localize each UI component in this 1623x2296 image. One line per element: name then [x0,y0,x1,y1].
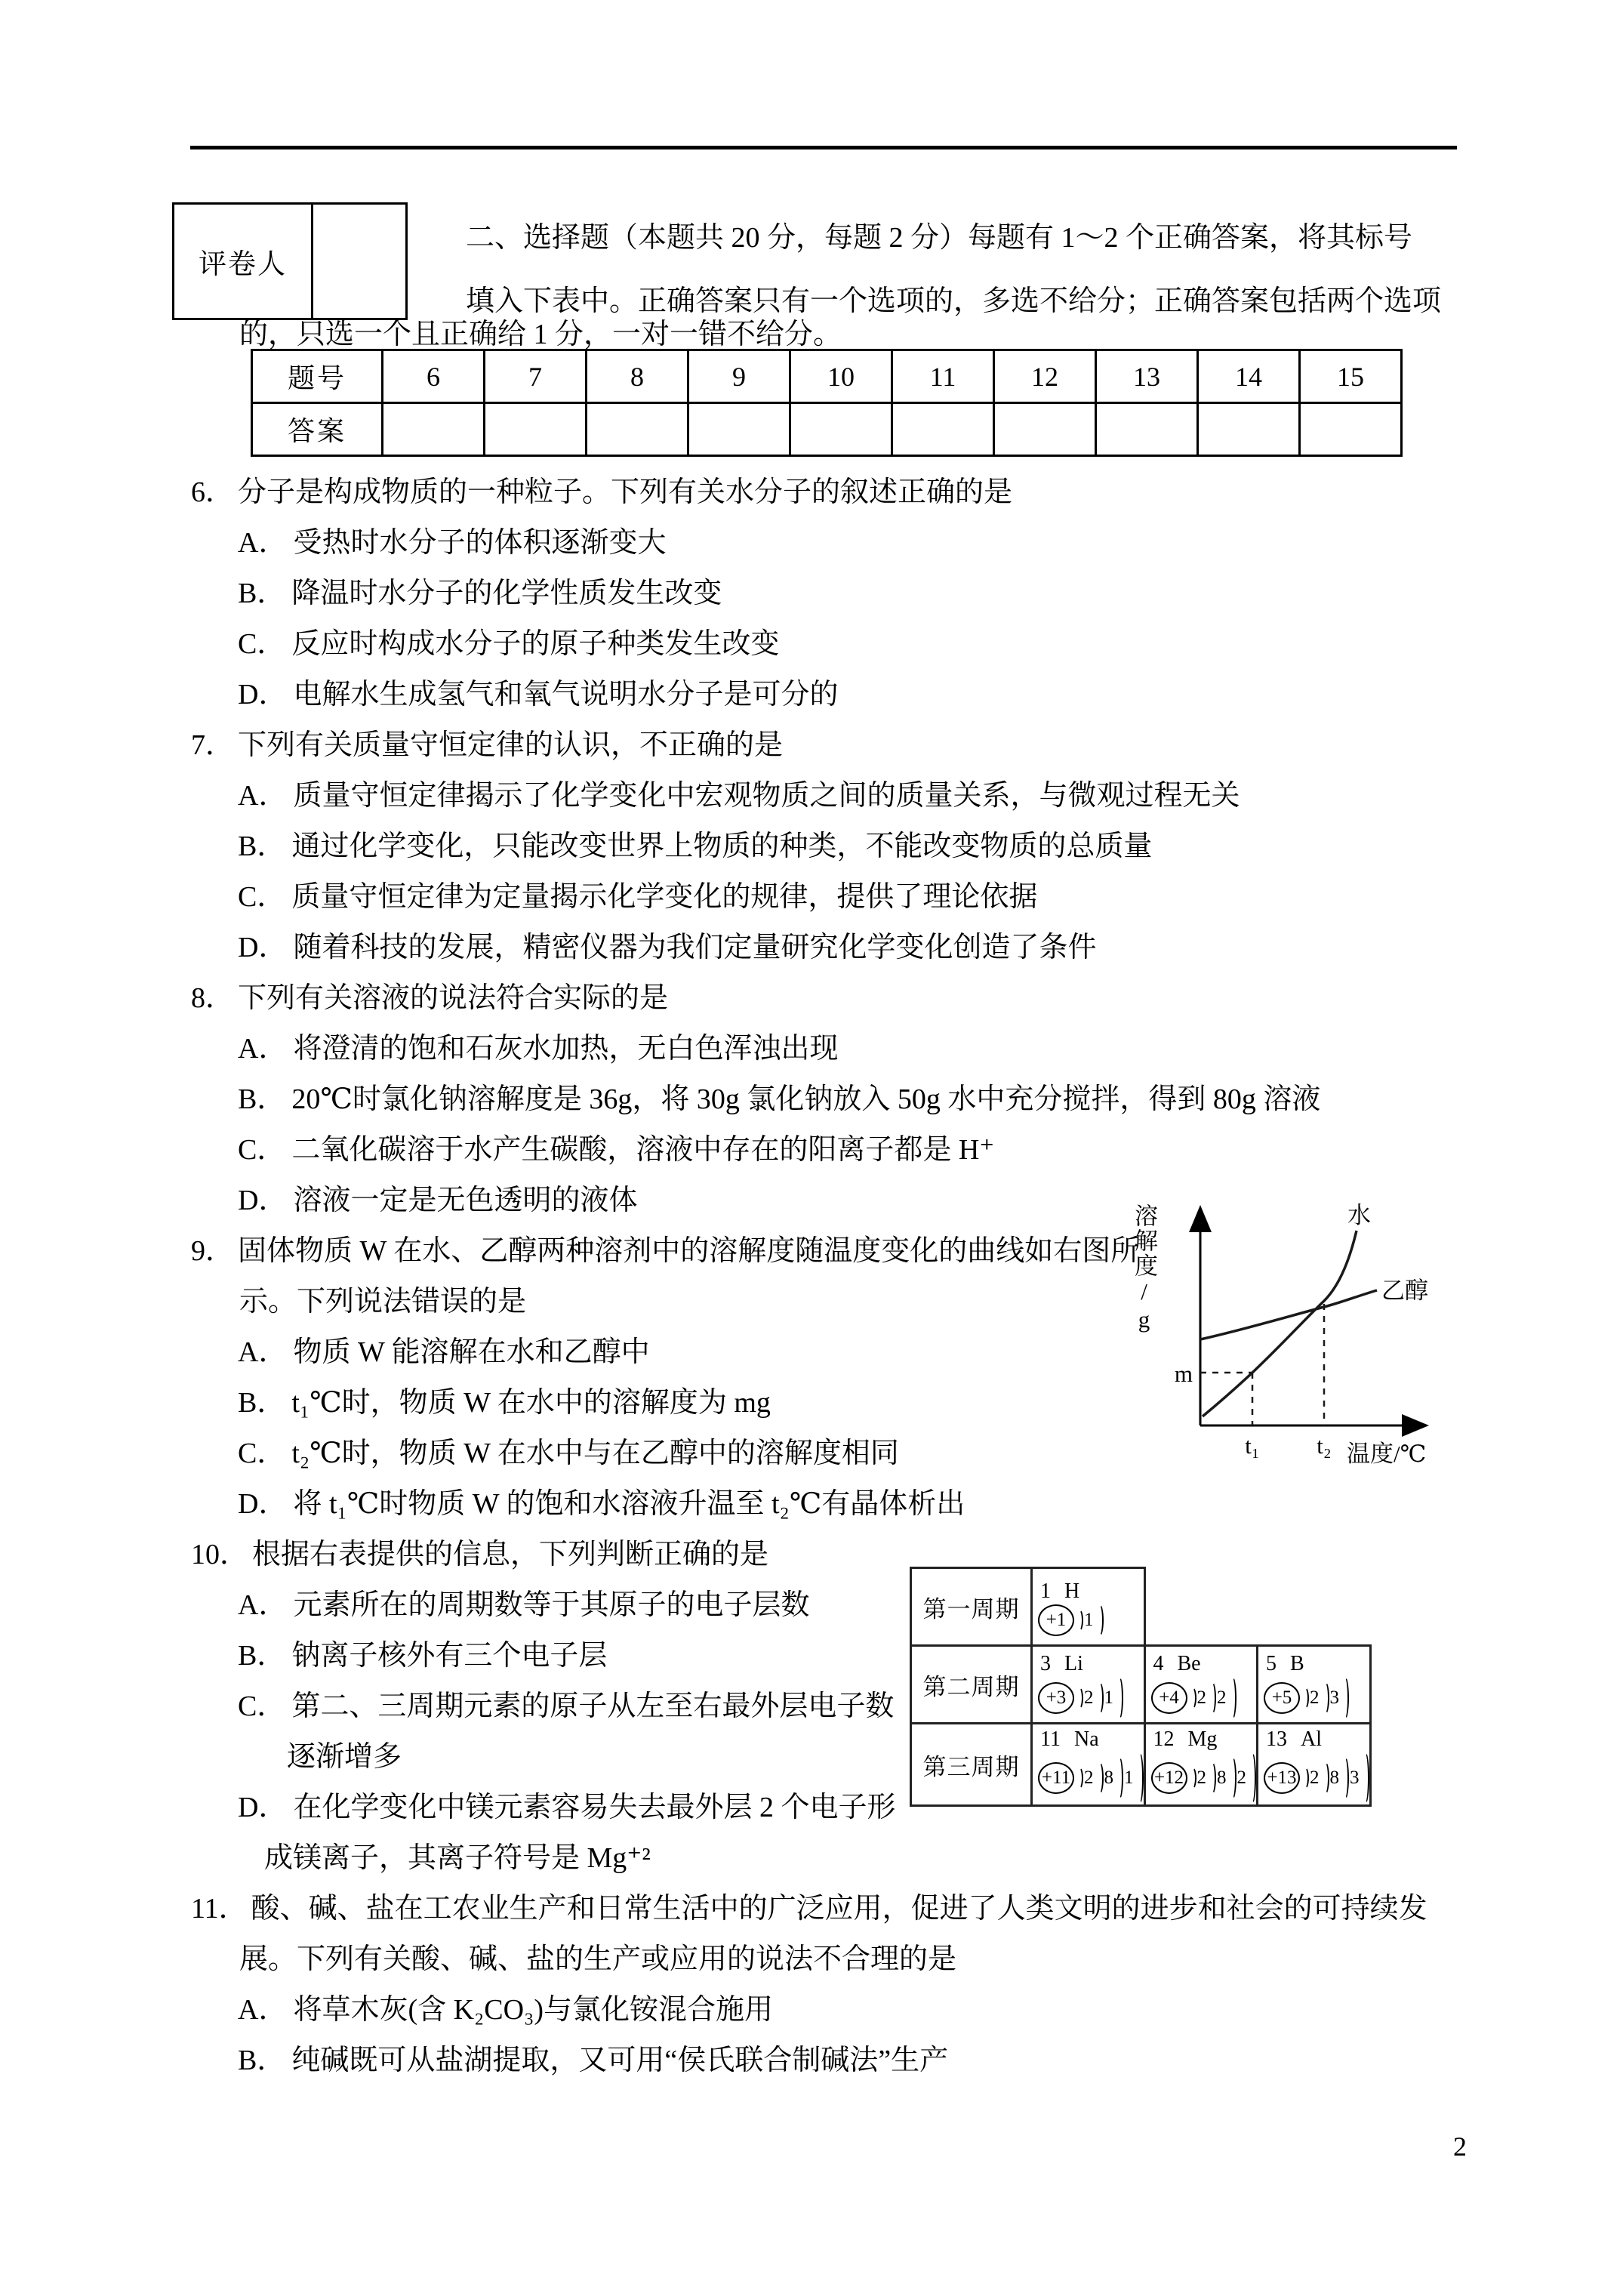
option-label: C． [238,628,286,660]
question-6 [191,464,1595,717]
shell-count: 8 [1104,1767,1113,1788]
shell-count: 1 [1124,1767,1134,1788]
question-6-number: 6． [191,476,235,508]
question-11-text: 酸、碱、盐在工农业生产和日常生活中的广泛应用，促进了人类文明的进步和社会的可持续发 [251,1893,1427,1925]
shell-count: 3 [1329,1687,1339,1708]
element-symbol: Li [1064,1652,1083,1675]
answer-blank-cell [892,403,994,456]
answer-table-answer-row [252,403,1402,456]
periodic-table [910,1567,1372,1807]
answer-table-qnum: 13 [1096,350,1198,403]
element-number: 1 [1040,1579,1051,1603]
answer-blank-cell [1300,403,1402,456]
section-instructions-line2: 填入下表中。正确答案只有一个选项的，多选不给分；正确答案包括两个选项 [466,285,1442,317]
electron-shell-arc [1228,1676,1236,1720]
option-label: B． [238,831,286,862]
shell-count: 3 [1350,1767,1360,1788]
answer-table-header: 题号 [252,350,383,403]
option-label: C． [238,1690,286,1722]
electron-shell-arc [1248,1752,1256,1804]
question-10-option-d [191,1779,1595,1829]
solubility-chart [1131,1193,1474,1495]
section-instructions-line1: 二、选择题（本题共 20 分，每题 2 分）每题有 1～2 个正确答案，将其标号 [466,221,1413,254]
answer-table-qnum: 14 [1198,350,1300,403]
shell-count: 2 [1196,1687,1206,1708]
electron-shell-arc [1208,1761,1216,1795]
question-6-option-a [191,514,1595,565]
question-8-option-a [191,1020,1595,1071]
m-tick-label: m [1174,1361,1193,1387]
option-label: D． [238,1792,288,1823]
answer-table-qnum: 6 [383,350,485,403]
atom-diagram-be [1146,1676,1257,1720]
question-8-option-b [191,1071,1595,1121]
option-text: t₁℃时，物质 W 在水中的溶解度为 mg [291,1387,771,1419]
question-10 [191,1526,1595,1880]
option-text: 将 t₁℃时物质 W 的饱和水溶液升温至 t₂℃有晶体析出 [293,1488,965,1520]
answer-blank-cell [994,403,1096,456]
option-label: C． [238,881,286,913]
option-text: 第二、三周期元素的原子从左至右最外层电子数 [291,1690,895,1722]
element-number: 13 [1266,1727,1287,1751]
electron-shell-arc [1301,1767,1309,1789]
atom-diagram-h [1033,1604,1144,1637]
option-label: B． [238,1640,286,1672]
question-11-number: 11． [191,1893,248,1925]
option-label: A． [238,780,288,812]
answer-table-qnum: 9 [688,350,790,403]
electron-shell-arc [1095,1681,1104,1715]
answer-blank-cell [383,403,485,456]
answer-table-qnum: 11 [892,350,994,403]
question-9-number: 9． [191,1235,235,1267]
atom-diagram-mg [1146,1752,1257,1804]
answer-blank-cell [688,403,790,456]
period-3-label: 第三周期 [911,1724,1032,1806]
element-cell-na [1032,1724,1145,1806]
grader-box [172,202,408,320]
question-9-title-line2: 示。下列说法错误的是 [239,1286,527,1318]
shell-count: 2 [1084,1687,1094,1708]
answer-blank-cell [587,403,688,456]
answer-table [251,349,1403,457]
question-7-option-c [191,868,1595,919]
option-label: C． [238,1134,286,1166]
answer-table-number-row [252,350,1402,403]
option-label: A． [238,1994,288,2026]
option-label: C． [238,1438,286,1469]
option-label: D． [238,1185,288,1216]
answer-table-answer-header: 答案 [252,403,383,456]
electron-shell-arc [1341,1676,1349,1720]
option-label: A． [238,1589,288,1621]
electron-shell-arc [1095,1761,1104,1795]
atom-diagram-li [1033,1676,1144,1720]
atom-diagram-b [1258,1676,1369,1720]
option-text: 反应时构成水分子的原子种类发生改变 [291,628,780,660]
question-7 [191,717,1595,969]
question-6-option-b [191,565,1595,615]
empty-region [1144,1568,1370,1646]
option-label: A． [238,1033,288,1065]
option-label: A． [238,1336,288,1368]
option-text: 钠离子核外有三个电子层 [291,1640,608,1672]
element-symbol: Be [1177,1652,1201,1675]
question-6-text: 分子是构成物质的一种粒子。下列有关水分子的叙述正确的是 [238,476,1013,508]
question-10-option-a [191,1576,1595,1627]
question-8-title [191,969,1595,1020]
ethanol-curve [1200,1290,1377,1339]
shell-count: 2 [1217,1687,1227,1708]
question-11-title-line2: 展。下列有关酸、碱、盐的生产或应用的说法不合理的是 [239,1943,957,1975]
answer-table-qnum: 8 [587,350,688,403]
element-symbol: B [1290,1652,1304,1675]
question-6-option-d [191,666,1595,717]
grader-score-cell [313,205,405,318]
section-instructions-line3: 的，只选一个且正确给 1 分，一对一错不给分。 [239,318,842,350]
question-7-title [191,717,1595,767]
option-text: 在化学变化中镁元素容易失去最外层 2 个电子形 [293,1792,896,1823]
page-number: 2 [1453,2131,1467,2162]
element-number: 12 [1153,1727,1175,1751]
electron-shell-arc [1228,1756,1236,1800]
option-text: 随着科技的发展，精密仪器为我们定量研究化学变化创造了条件 [293,932,1097,963]
question-6-option-c [191,615,1595,666]
period-1-label: 第一周期 [911,1568,1032,1646]
electron-shell-arc [1188,1767,1196,1789]
question-11-title-line1 [191,1880,1595,1931]
option-label: D． [238,932,288,963]
nucleus-charge: +11 [1038,1762,1074,1794]
option-text: 将草木灰(含 K₂CO₃)与氯化铵混合施用 [293,1994,773,2026]
option-text: 物质 W 能溶解在水和乙醇中 [293,1336,650,1368]
atom-diagram-na [1033,1752,1144,1804]
shell-count: 1 [1084,1610,1094,1630]
question-10-option-c [191,1678,1595,1728]
option-label: B． [238,2045,286,2076]
element-symbol: Mg [1187,1727,1218,1751]
option-text: 电解水生成氢气和氧气说明水分子是可分的 [293,679,839,710]
option-text: 降温时水分子的化学性质发生改变 [291,578,722,609]
option-text: 将澄清的饱和石灰水加热，无白色浑浊出现 [293,1033,839,1065]
nucleus-charge: +13 [1264,1762,1300,1794]
water-curve-label: 水 [1347,1202,1371,1228]
chart-canvas [1156,1193,1474,1495]
answer-blank-cell [790,403,892,456]
t1-tick-label: t₁ [1245,1432,1260,1459]
electron-shell-arc [1321,1681,1329,1715]
element-cell-li [1032,1646,1145,1724]
chart-x-axis-label: 温度/℃ [1347,1441,1427,1467]
period-3-row [911,1724,1371,1806]
period-2-row [911,1646,1371,1724]
element-symbol: H [1064,1579,1080,1603]
question-6-title [191,464,1595,514]
atom-diagram-al [1258,1752,1369,1804]
shell-count: 8 [1329,1767,1339,1788]
option-text: t₂℃时，物质 W 在水中与在乙醇中的溶解度相同 [291,1438,899,1469]
option-text: 纯碱既可从盐湖提取，又可用“侯氏联合制碱法”生产 [291,2045,949,2076]
option-label: B． [238,1083,286,1115]
question-10-title [191,1526,1595,1576]
element-number: 3 [1040,1652,1051,1675]
option-label: A． [238,527,288,559]
question-11-option-a [191,1981,1595,2032]
question-7-text: 下列有关质量守恒定律的认识，不正确的是 [238,729,784,761]
answer-table-qnum: 15 [1300,350,1402,403]
option-text: 质量守恒定律揭示了化学变化中宏观物质之间的质量关系，与微观过程无关 [293,780,1240,812]
nucleus-charge: +3 [1038,1682,1074,1714]
electron-shell-arc [1095,1604,1104,1637]
element-number: 5 [1266,1652,1277,1675]
electron-shell-arc [1188,1687,1196,1709]
electron-shell-arc [1321,1761,1329,1795]
shell-count: 2 [1084,1767,1094,1788]
period-2-label: 第二周期 [911,1646,1032,1724]
question-10-option-c-wrap: 逐渐增多 [287,1741,402,1773]
question-10-option-b [191,1627,1595,1678]
question-11-option-b [191,2032,1595,2082]
electron-shell-arc [1075,1767,1083,1789]
electron-shell-arc [1361,1752,1369,1804]
electron-shell-arc [1075,1609,1083,1632]
option-text: 通过化学变化，只能改变世界上物质的种类，不能改变物质的总质量 [291,831,1153,862]
question-7-option-b [191,818,1595,868]
element-number: 4 [1153,1652,1164,1675]
question-10-option-d-wrap: 成镁离子，其离子符号是 Mg⁺² [264,1842,651,1874]
electron-shell-arc [1115,1676,1123,1720]
element-symbol: Na [1073,1727,1099,1751]
shell-count: 2 [1310,1767,1320,1788]
grader-box-label: 评卷人 [174,205,313,318]
element-cell-al [1258,1724,1371,1806]
electron-shell-arc [1135,1752,1144,1804]
option-label: D． [238,679,288,710]
nucleus-charge: +12 [1151,1762,1187,1794]
water-curve [1203,1231,1357,1416]
answer-blank-cell [1096,403,1198,456]
electron-shell-arc [1115,1756,1123,1800]
element-cell-be [1144,1646,1258,1724]
period-1-row [911,1568,1371,1646]
shell-count: 2 [1310,1687,1320,1708]
question-8 [191,969,1595,1222]
shell-count: 1 [1104,1687,1113,1708]
option-text: 元素所在的周期数等于其原子的电子层数 [293,1589,810,1621]
electron-shell-arc [1075,1687,1083,1709]
nucleus-charge: +4 [1151,1682,1187,1714]
option-label: B． [238,578,286,609]
shell-count: 8 [1217,1767,1227,1788]
nucleus-charge: +5 [1264,1682,1300,1714]
element-number: 11 [1040,1727,1061,1751]
element-cell-b [1258,1646,1371,1724]
question-7-option-a [191,767,1595,818]
answer-blank-cell [485,403,587,456]
header-rule [190,146,1457,149]
question-10-number: 10． [191,1539,249,1570]
electron-shell-arc [1301,1687,1309,1709]
question-7-number: 7． [191,729,235,761]
question-10-text: 根据右表提供的信息，下列判断正确的是 [252,1539,769,1570]
electron-shell-arc [1341,1756,1349,1800]
answer-table-qnum: 7 [485,350,587,403]
question-8-text: 下列有关溶液的说法符合实际的是 [238,982,669,1014]
t2-tick-label: t₂ [1317,1432,1332,1459]
option-text: 二氧化碳溶于水产生碳酸，溶液中存在的阳离子都是 H⁺ [291,1134,995,1166]
element-cell-mg [1144,1724,1258,1806]
option-label: B． [238,1387,286,1419]
element-symbol: Al [1301,1727,1322,1751]
shell-count: 2 [1196,1767,1206,1788]
question-11 [191,1880,1595,2082]
electron-shell-arc [1208,1681,1216,1715]
element-cell-h [1032,1568,1145,1646]
answer-table-qnum: 10 [790,350,892,403]
answer-table-qnum: 12 [994,350,1096,403]
question-7-option-d [191,919,1595,969]
option-text: 20℃时氯化钠溶解度是 36g，将 30g 氯化钠放入 50g 水中充分搅拌，得到 80g 溶液 [291,1083,1321,1115]
question-8-number: 8． [191,982,235,1014]
shell-count: 2 [1236,1767,1246,1788]
chart-y-axis-label: 溶解度/g [1131,1203,1157,1334]
ethanol-curve-label: 乙醇 [1381,1277,1428,1304]
option-text: 受热时水分子的体积逐渐变大 [293,527,667,559]
question-9-text: 固体物质 W 在水、乙醇两种溶剂中的溶解度随温度变化的曲线如右图所 [238,1235,1140,1267]
option-text: 溶液一定是无色透明的液体 [293,1185,638,1216]
option-label: D． [238,1488,288,1520]
option-text: 质量守恒定律为定量揭示化学变化的规律，提供了理论依据 [291,881,1038,913]
answer-blank-cell [1198,403,1300,456]
nucleus-charge: +1 [1038,1604,1074,1636]
question-8-option-c [191,1121,1595,1172]
